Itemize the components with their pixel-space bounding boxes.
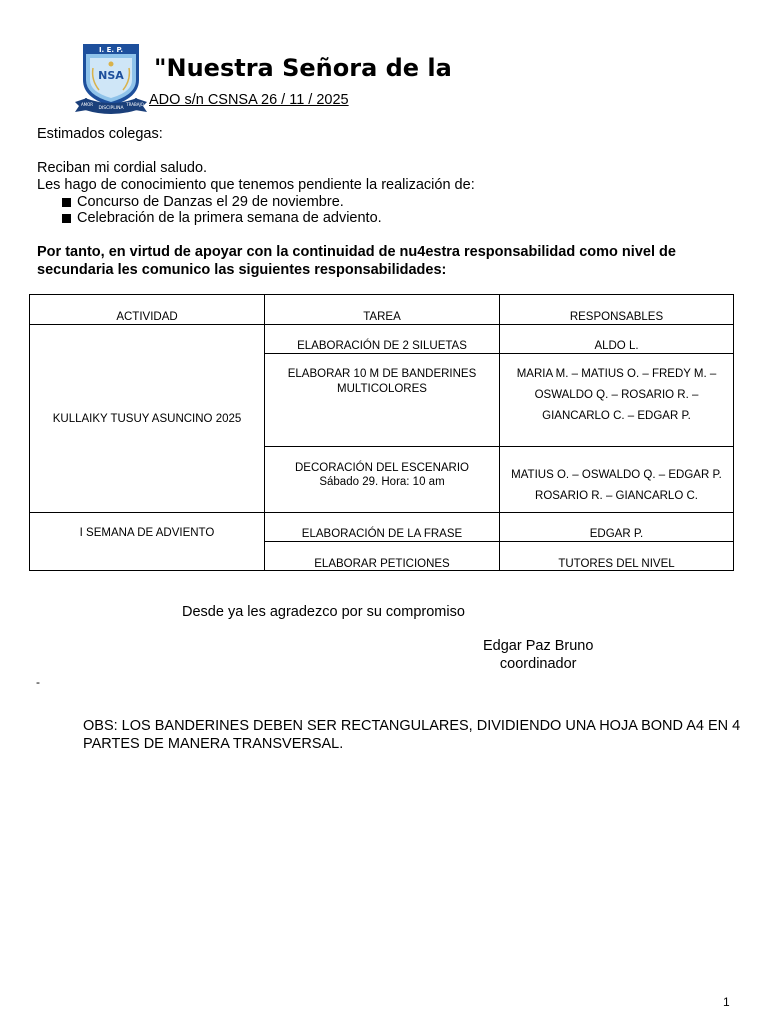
pending-activities-list <box>60 194 382 226</box>
signer-name: Edgar Paz Bruno <box>483 638 594 654</box>
logo-ribbon-center: DISCIPLINA <box>98 106 124 111</box>
header-responsables: RESPONSABLES <box>500 295 734 325</box>
greeting: Estimados colegas: <box>37 126 163 142</box>
page-number: 1 <box>723 995 730 1009</box>
thanks-text: Desde ya les agradezco por su compromiso <box>182 604 465 620</box>
logo-ribbon-left: AMOR <box>80 102 94 107</box>
header-tarea: TAREA <box>265 295 500 325</box>
salutation: Reciban mi cordial saludo. <box>37 160 208 176</box>
stray-dash: - <box>36 675 40 689</box>
logo-top-text: I. E. P. <box>98 46 124 54</box>
table-header-row <box>30 295 734 325</box>
signature-block <box>483 637 593 673</box>
memo-reference: ADO s/n CSNSA 26 / 11 / 2025 <box>149 92 349 108</box>
table-row <box>30 325 734 354</box>
list-item: Concurso de Danzas el 29 de noviembre. <box>60 194 382 210</box>
square-bullet-icon <box>62 214 71 223</box>
task-cell: DECORACIÓN DEL ESCENARIO Sábado 29. Hora: 10 am <box>265 447 500 513</box>
responsible-cell: MATIUS O. – OSWALDO Q. – EDGAR P. ROSARIO R. – GIANCARLO C. <box>500 447 734 513</box>
task-cell: ELABORACIÓN DE 2 SILUETAS <box>265 325 500 354</box>
activity-cell: I SEMANA DE ADVIENTO <box>30 513 265 571</box>
intro-text: Les hago de conocimiento que tenemos pendiente la realización de: <box>37 177 475 193</box>
school-logo <box>73 40 149 114</box>
task-cell: ELABORACIÓN DE LA FRASE <box>265 513 500 542</box>
responsible-cell: EDGAR P. <box>500 513 734 542</box>
header-actividad: ACTIVIDAD <box>30 295 265 325</box>
responsible-cell: MARIA M. – MATIUS O. – FREDY M. – OSWALDO Q. – ROSARIO R. – GIANCARLO C. – EDGAR P. <box>500 354 734 447</box>
task-cell: ELABORAR 10 M DE BANDERINES MULTICOLORES <box>265 354 500 447</box>
document-title: "Nuestra Señora de la <box>154 54 452 82</box>
activity-cell: KULLAIKY TUSUY ASUNCINO 2025 <box>30 325 265 513</box>
logo-monogram: NSA <box>98 69 124 82</box>
table-row <box>30 513 734 542</box>
responsibilities-intro: Por tanto, en virtud de apoyar con la continuidad de nu4estra responsabilidad como nivel de secundaria les comunico las siguientes responsabilidades: <box>37 244 676 278</box>
responsible-cell: TUTORES DEL NIVEL <box>500 542 734 571</box>
task-cell: ELABORAR PETICIONES <box>265 542 500 571</box>
square-bullet-icon <box>62 198 71 207</box>
responsibilities-table <box>29 294 734 571</box>
responsible-cell: ALDO L. <box>500 325 734 354</box>
signer-role: coordinador <box>499 656 577 672</box>
observation-note: OBS: LOS BANDERINES DEBEN SER RECTANGULARES, DIVIDIENDO UNA HOJA BOND A4 EN 4 PARTES DE MANERA TRANSVERSAL. <box>83 718 741 752</box>
list-item: Celebración de la primera semana de adviento. <box>60 210 382 226</box>
logo-ribbon-right: TRABAJO <box>126 102 144 107</box>
